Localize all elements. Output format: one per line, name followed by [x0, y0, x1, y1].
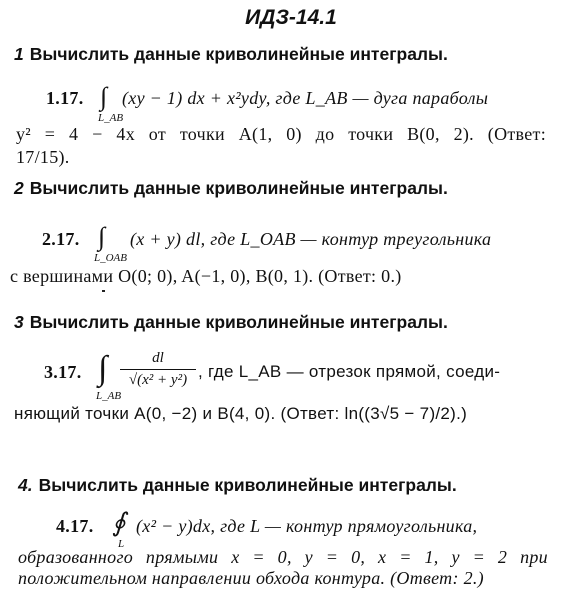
problem-4-number: 4.17. [56, 516, 94, 536]
problem-3-line-1 [44, 362, 82, 383]
problem-3-integral [94, 352, 120, 402]
problem-2-number: 2.17. [42, 229, 80, 249]
problem-1-integral [98, 82, 124, 124]
problem-2-line-1 [42, 229, 80, 250]
integral-sign-icon: ∫ [98, 222, 106, 251]
fraction-bar [120, 369, 196, 370]
section-2-heading [14, 178, 448, 199]
section-4-heading-text: Вычислить данные криволинейные интегралы. [38, 475, 457, 495]
contour-integral-icon: ∮ [112, 508, 126, 537]
section-3-heading [14, 312, 448, 333]
problem-4-expression: (x² − y)dx, где L — контур прямоугольника, [136, 516, 478, 536]
problem-1-line-1 [46, 88, 84, 109]
problem-3-integral-sub: L_AB [96, 390, 122, 402]
problem-3-number: 3.17. [44, 362, 82, 382]
problem-4-line-1 [56, 516, 94, 537]
problem-1-line-2: y² = 4 − 4x от точки A(1, 0) до точки B(0, 2). (Ответ: [16, 124, 546, 144]
section-1-heading [14, 44, 448, 65]
section-3-number: 3 [14, 312, 24, 332]
problem-3-line-2: няющий точки A(0, −2) и B(4, 0). (Ответ: ln((3√5 − 7)/2).) [14, 404, 468, 423]
problem-4-integral-sub: L [118, 538, 125, 550]
problem-2-integral-sub: L_OAB [94, 252, 127, 264]
section-2-number: 2 [14, 178, 24, 198]
problem-1-integral-sub: L_AB [98, 112, 124, 124]
fraction-numerator: dl [152, 350, 164, 366]
problem-3-fraction [120, 350, 196, 389]
problem-3-expression: , где L_AB — отрезок прямой, соеди- [198, 362, 501, 381]
problem-1-line-3: 17/15). [16, 147, 70, 167]
section-1-number: 1 [14, 44, 24, 64]
section-3-heading-text: Вычислить данные криволинейные интегралы. [29, 312, 448, 332]
section-2-heading-text: Вычислить данные криволинейные интегралы. [29, 178, 448, 198]
problem-4-line-2: образованного прямыми x = 0, y = 0, x = 1, y = 2 при [18, 547, 548, 567]
problem-1-number: 1.17. [46, 88, 84, 108]
problem-4-integral [112, 510, 132, 550]
section-4-number: 4. [18, 475, 33, 495]
problem-2-integral [94, 222, 127, 264]
fraction-denominator: √(x² + y²) [128, 372, 188, 388]
problem-2-expression: (x + y) dl, где L_OAB — контур треугольника [130, 229, 492, 249]
integral-sign-icon: ∫ [100, 82, 108, 111]
section-1-heading-text: Вычислить данные криволинейные интегралы. [29, 44, 448, 64]
page-title: ИДЗ-14.1 [245, 6, 337, 29]
problem-1-expression: (xy − 1) dx + x²ydy, где L_AB — дуга параболы [122, 88, 489, 108]
problem-2-line-2: с вершинами O(0; 0), A(−1, 0), B(0, 1). (Ответ: 0.) [10, 266, 402, 286]
problem-4-line-3: положительном направлении обхода контура. (Ответ: 2.) [18, 568, 484, 588]
integral-sign-icon: ∫ [98, 350, 108, 387]
stray-mark [102, 290, 105, 292]
section-4-heading [18, 475, 457, 496]
